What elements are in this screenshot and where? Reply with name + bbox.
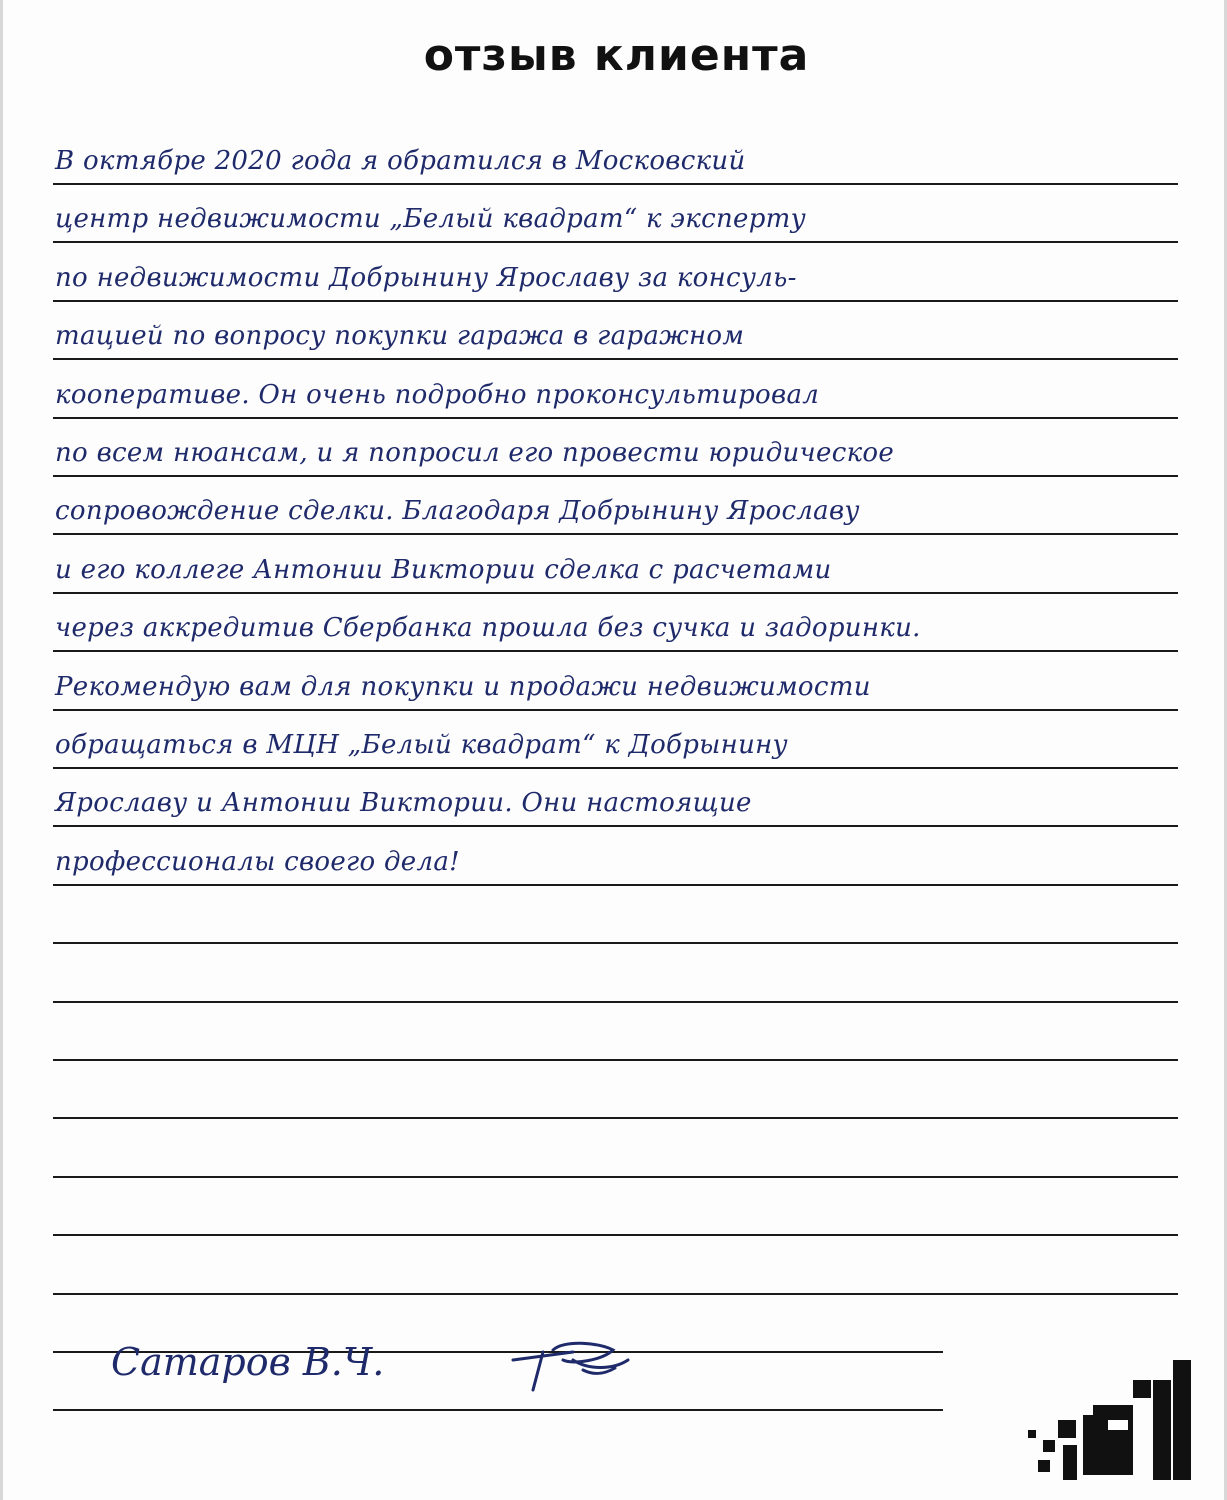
ruled-line <box>53 358 1178 360</box>
ruled-line <box>53 417 1178 419</box>
review-line: центр недвижимости „Белый квадрат“ к эксперту <box>55 204 806 234</box>
ruled-line <box>53 1176 1178 1178</box>
page-title: отзыв клиента <box>423 30 810 81</box>
logo-icon <box>1023 1360 1203 1480</box>
review-line: Ярославу и Антонии Виктории. Они настоящие <box>55 788 752 818</box>
ruled-line <box>53 1409 943 1411</box>
ruled-line <box>53 1001 1178 1003</box>
ruled-line <box>53 942 1178 944</box>
ruled-line <box>53 1293 1178 1295</box>
ruled-line <box>53 1059 1178 1061</box>
ruled-line <box>53 1234 1178 1236</box>
review-line: по недвижимости Добрынину Ярославу за консуль- <box>55 263 797 293</box>
review-line: профессионалы своего дела! <box>55 847 460 877</box>
review-line: через аккредитив Сбербанка прошла без сучка и задоринки. <box>55 613 921 643</box>
signature-scribble <box>503 1330 643 1400</box>
ruled-line <box>53 592 1178 594</box>
review-line: кооперативе. Он очень подробно проконсультировал <box>55 380 820 410</box>
ruled-line <box>53 475 1178 477</box>
review-line: тацией по вопросу покупки гаража в гаражном <box>55 321 745 351</box>
review-line: обращаться в МЦН „Белый квадрат“ к Добрынину <box>55 730 788 760</box>
ruled-line <box>53 183 1178 185</box>
review-line: В октябре 2020 года я обратился в Московский <box>55 146 746 176</box>
ruled-line <box>53 533 1178 535</box>
ruled-line <box>53 300 1178 302</box>
ruled-line <box>53 825 1178 827</box>
review-line: по всем нюансам, и я попросил его провести юридическое <box>55 438 895 468</box>
ruled-line <box>53 709 1178 711</box>
ruled-line <box>53 241 1178 243</box>
ruled-line <box>53 884 1178 886</box>
review-line: и его коллеге Антонии Виктории сделка с расчетами <box>55 555 832 585</box>
review-line: сопровождение сделки. Благодаря Добрынину Ярославу <box>55 496 860 526</box>
signature-name: Сатаров В.Ч. <box>111 1340 385 1384</box>
ruled-line <box>53 650 1178 652</box>
review-line: Рекомендую вам для покупки и продажи недвижимости <box>55 672 871 702</box>
ruled-line <box>53 767 1178 769</box>
ruled-line <box>53 1117 1178 1119</box>
